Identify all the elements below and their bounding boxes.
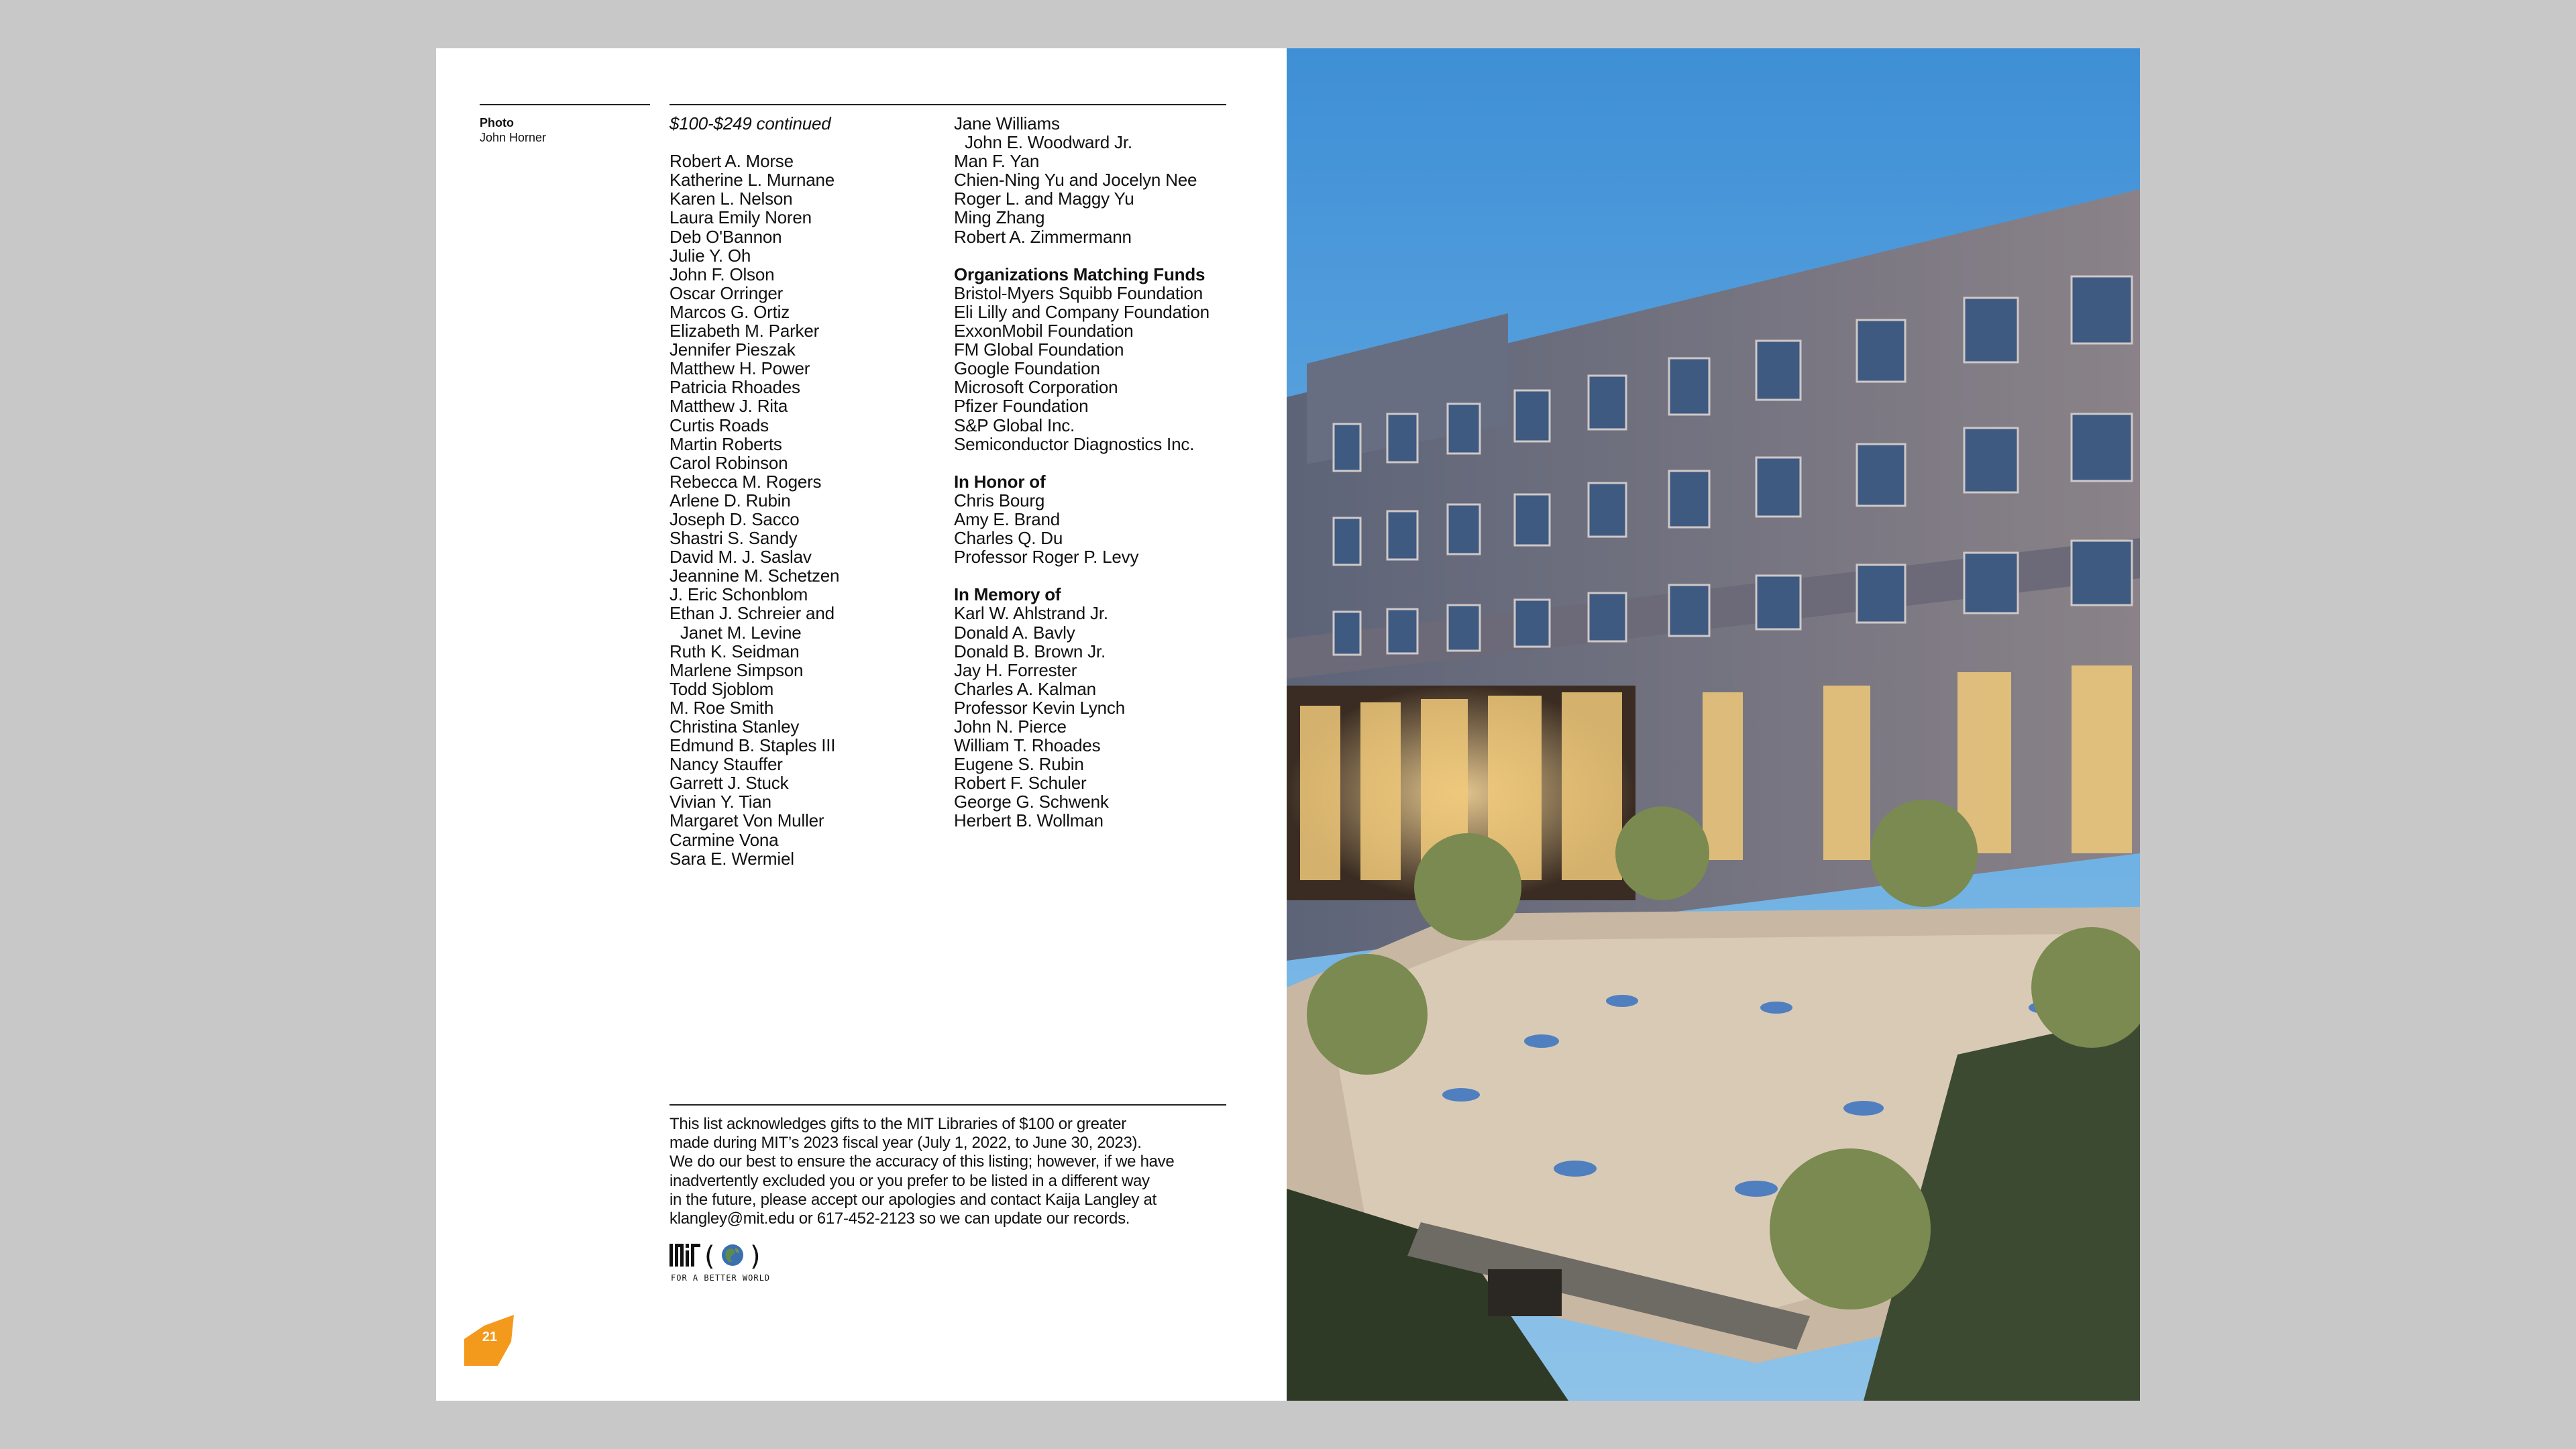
donor-name: Ruth K. Seidman [669,641,800,661]
donor-name: Nancy Stauffer [669,754,783,775]
donor-name: Deb O'Bannon [669,226,782,247]
note-line: inadvertently excluded you or you prefer to be listed in a different way [669,1171,1150,1190]
donor-name: Charles Q. Du [954,528,1063,549]
acknowledgement-note [669,1115,1226,1228]
donor-name: Martin Roberts [669,433,782,454]
donor-name: John N. Pierce [954,716,1067,737]
note-line: in the future, please accept our apologies and contact Kaija Langley at [669,1190,1157,1209]
donor-name: Roger L. and Maggy Yu [954,189,1134,209]
section-heading: In Memory of [954,584,1061,605]
donor-name: Bristol-Myers Squibb Foundation [954,282,1203,303]
donor-name: Carol Robinson [669,452,788,473]
donor-name: Chien-Ning Yu and Jocelyn Nee [954,170,1197,191]
donor-name: Donald B. Brown Jr. [954,641,1106,661]
donor-name: George G. Schwenk [954,792,1109,812]
donor-name: Karl W. Ahlstrand Jr. [954,603,1108,624]
logo-tagline: FOR A BETTER WORLD [671,1273,771,1283]
donor-name: Marlene Simpson [669,659,804,680]
donor-name: Jane Williams [954,113,1060,133]
donor-name: Herbert B. Wollman [954,810,1104,831]
donor-name: Amy E. Brand [954,508,1060,529]
list-top-rule [669,104,1226,105]
spacer [669,133,938,152]
donor-name: Robert F. Schuler [954,773,1087,794]
donor-name: Julie Y. Oh [669,245,751,266]
donor-name: Jeannine M. Schetzen [669,566,840,586]
donor-name: Matthew H. Power [669,358,810,379]
donor-name: Professor Kevin Lynch [954,697,1125,718]
donor-name: Chris Bourg [954,490,1045,511]
spacer [954,566,1236,585]
donor-name: Jennifer Pieszak [669,339,796,360]
donor-name: Jay H. Forrester [954,659,1077,680]
donor-name: Shastri S. Sandy [669,528,798,549]
photo-credit-label: Photo [480,116,514,129]
donor-name: Edmund B. Staples III [669,735,836,756]
donor-name: Oscar Orringer [669,282,784,303]
section-heading: Organizations Matching Funds [954,264,1205,284]
left-page [436,48,1287,1401]
note-line: made during MIT’s 2023 fiscal year (July 1, 2022, to June 30, 2023). [669,1134,1142,1152]
donor-name: Christina Stanley [669,716,800,737]
photo-credit-name: John Horner [480,131,547,144]
donor-name: Curtis Roads [669,415,769,435]
donor-name: $100-$249 continued [669,113,831,133]
donor-name: Arlene D. Rubin [669,490,791,511]
donor-name: Rebecca M. Rogers [669,471,822,492]
donor-name: Google Foundation [954,358,1100,379]
donor-name: Janet M. Levine [680,622,802,643]
svg-text:): ) [750,1241,761,1272]
donor-name: FM Global Foundation [954,339,1124,360]
donor-name: Charles A. Kalman [954,678,1096,699]
note-line: This list acknowledges gifts to the MIT Libraries of $100 or greater [669,1115,1126,1133]
donor-name: William T. Rhoades [954,735,1101,756]
donor-name: Patricia Rhoades [669,377,800,398]
donor-name: Vivian Y. Tian [669,792,771,812]
donor-name: Pfizer Foundation [954,396,1089,417]
donor-name: Garrett J. Stuck [669,773,789,794]
donor-column-2 [954,114,1236,830]
courtyard-photo [1287,48,2140,1401]
spacer [954,453,1236,472]
spacer [954,246,1236,265]
donor-name: Laura Emily Noren [669,207,812,228]
courtyard-photo-illustration [1287,48,2140,1401]
donor-column-1 [669,114,938,868]
credit-rule [480,104,650,105]
magazine-spread [436,48,2140,1401]
donor-name: Margaret Von Muller [669,810,824,831]
donor-name: Todd Sjoblom [669,678,774,699]
donor-name: J. Eric Schonblom [669,584,808,605]
donor-name: Karen L. Nelson [669,189,793,209]
note-line: klangley@mit.edu or 617-452-2123 so we can update our records. [669,1210,1130,1228]
donor-name: Katherine L. Murnane [669,170,835,191]
donor-name: Sara E. Wermiel [669,848,794,869]
donor-name: Robert A. Morse [669,151,794,172]
donor-name: ExxonMobil Foundation [954,321,1134,341]
donor-name: Donald A. Bavly [954,622,1075,643]
donor-name: S&P Global Inc. [954,415,1075,435]
donor-name: Matthew J. Rita [669,396,788,417]
note-rule [669,1104,1226,1106]
donor-name: Elizabeth M. Parker [669,321,820,341]
donor-name: John E. Woodward Jr. [965,132,1132,153]
donor-name: Man F. Yan [954,151,1040,172]
donor-name: Professor Roger P. Levy [954,547,1139,568]
donor-name: David M. J. Saslav [669,547,812,568]
donor-name: Joseph D. Sacco [669,508,800,529]
donor-name: Robert A. Zimmermann [954,226,1132,247]
donor-name: Ethan J. Schreier and [669,603,835,624]
donor-name: Semiconductor Diagnostics Inc. [954,433,1195,454]
page-number: 21 [482,1330,498,1344]
donor-name: Eli Lilly and Company Foundation [954,301,1210,322]
mit-logo [669,1241,770,1272]
donor-name: John F. Olson [669,264,775,284]
donor-name: Carmine Vona [669,829,779,850]
note-line: We do our best to ensure the accuracy of this listing; however, if we have [669,1152,1175,1171]
section-heading: In Honor of [954,471,1046,492]
donor-name: M. Roe Smith [669,697,774,718]
donor-name: Microsoft Corporation [954,377,1118,398]
donor-name: Eugene S. Rubin [954,754,1084,775]
donor-name: Ming Zhang [954,207,1045,228]
svg-text:(: ( [704,1241,715,1272]
donor-name: Marcos G. Ortiz [669,301,790,322]
